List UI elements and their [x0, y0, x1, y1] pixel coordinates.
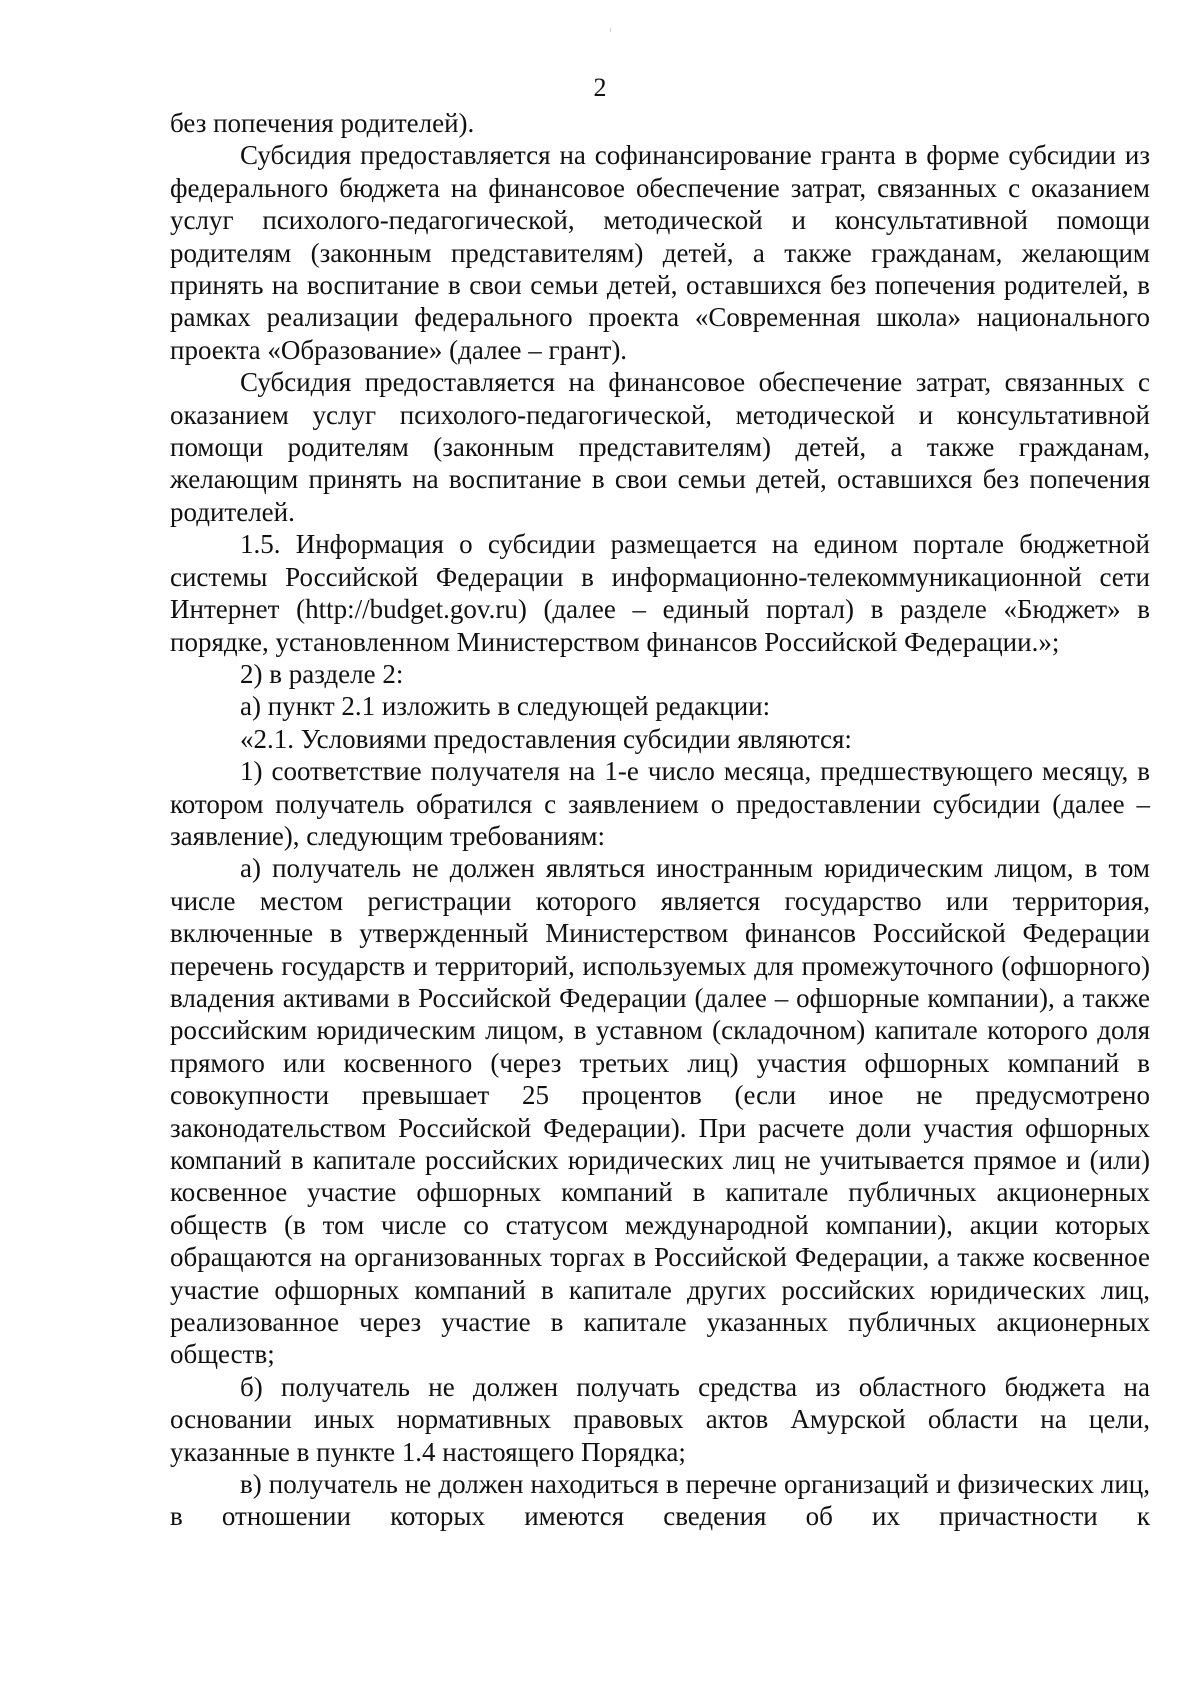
- paragraph-subsidy-grant: Субсидия предоставляется на софинансирование гранта в форме субсидии из федерального бюджета на финансовое обеспечение затрат, связанных с оказанием услуг психолого-педагогической, методической и консультативной помощи родителям (законным представителям) детей, а также гражданам, желающим принять на воспитание в свои семьи детей, оставшихся без попечения родителей, в рамках реализации федерального проекта «Современная школа» национального проекта «Образование» (далее – грант).: [170, 140, 1150, 365]
- paragraph-item-2-1-edit: а) пункт 2.1 изложить в следующей редакции:: [240, 691, 771, 722]
- document-body: [170, 107, 1150, 1533]
- paragraph-continuation: без попечения родителей).: [170, 108, 475, 138]
- paragraph-condition-1: 1) соответствие получателя на 1-е число месяца, предшествующего месяцу, в котором получатель обратился с заявлением о предоставлении субсидии (далее – заявление), следующим требованиям:: [170, 756, 1150, 851]
- paragraph-subsidy-costs: Субсидия предоставляется на финансовое обеспечение затрат, связанных с оказанием услуг психолого-педагогической, методической и консультативной помощи родителям (законным представителям) детей, а также гражданам, желающим принять на воспитание в свои семьи детей, оставшихся без попечения родителей.: [170, 367, 1150, 527]
- paragraph-requirement-b: б) получатель не должен получать средства из областного бюджета на основании иных нормативных правовых актов Амурской области на цели, указанные в пункте 1.4 настоящего Порядка;: [170, 1371, 1150, 1467]
- paragraph-requirement-v: в) получатель не должен находиться в перечне организаций и физических лиц, в отношении которых имеются сведения об их причастности к: [170, 1469, 1150, 1532]
- paragraph-requirement-a: а) получатель не должен являться иностранным юридическим лицом, в том числе местом регистрации которого является государство или территория, включенные в утвержденный Министерством финансов Российской Федерации перечень государств и территорий, используемых для промежуточного (офшорного) владения активами в Российской Федерации (далее – офшорные компании), а также российским юридическим лицом, в уставном (складочном) капитале которого доля прямого или косвенного (через третьих лиц) участия офшорных компаний в совокупности превышает 25 процентов (если иное не предусмотрено законодательством Российской Федерации). При расчете доли участия офшорных компаний в капитале российских юридических лиц не учитывается прямое и (или) косвенное участие офшорных компаний в капитале публичных акционерных обществ (в том числе со статусом международной компании), акции которых обращаются на организованных торгах в Российской Федерации, а также косвенное участие офшорных компаний в капитале других российских юридических лиц, реализованное через участие в капитале указанных публичных акционерных обществ;: [170, 853, 1150, 1370]
- paragraph-1-5-information: 1.5. Информация о субсидии размещается на едином портале бюджетной системы Российской Федерации в информационно-телекоммуникационной сети Интернет (http://budget.gov.ru) (далее – единый портал) в разделе «Бюджет» в порядке, установленном Министерством финансов Российской Федерации.»;: [170, 529, 1150, 657]
- page-number: 2: [593, 73, 607, 102]
- scan-artifact-line: [610, 28, 611, 32]
- paragraph-2-1-conditions: «2.1. Условиями предоставления субсидии являются:: [240, 723, 852, 754]
- paragraph-section-2: 2) в разделе 2:: [240, 658, 404, 689]
